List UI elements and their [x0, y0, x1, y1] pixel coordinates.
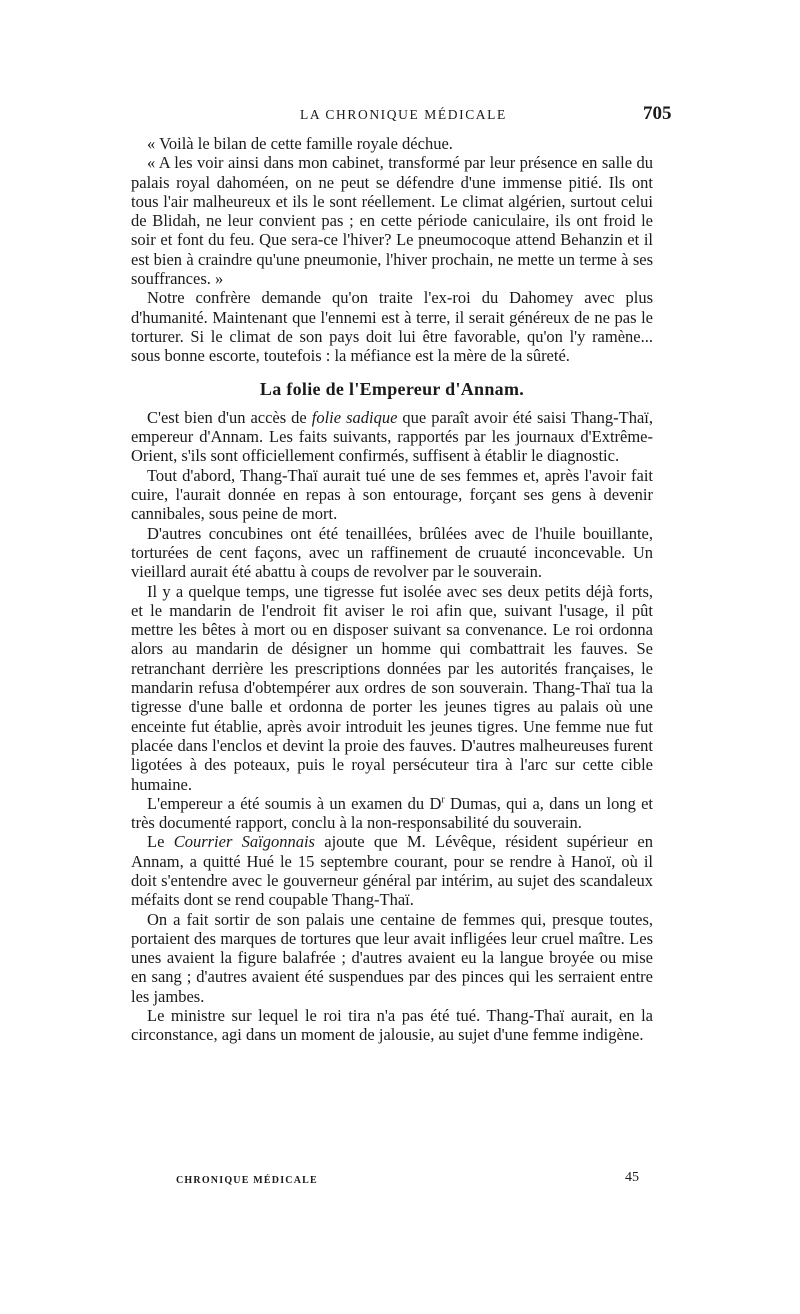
page-number: 705 [643, 103, 672, 124]
paragraph: Le Courrier Saïgonnais ajoute que M. Lévêque, résident supérieur en Annam, a quitté Hué le 15 septembre courant, pour se rendre à Hanoï, où il doit s'entendre avec le gouverneur général par intérim, au sujet des scandaleux méfaits dont se rend coupable Thang-Thaï. [131, 832, 653, 910]
paragraph: « A les voir ainsi dans mon cabinet, transformé par leur présence en salle du palais royal dahoméen, on ne peut se défendre d'une immense pitié. Ils ont tous l'air malheureux et ils le sont réellement. Le climat algérien, surtout celui de Blidah, ne leur convient pas ; en cette période caniculaire, ils ont froid le soir et font du feu. Que sera-ce l'hiver? Le pneumocoque attend Behanzin et il est bien à craindre qu'une pneumonie, l'hiver prochain, ne mette un terme à ses souffrances. » [131, 153, 653, 289]
paragraph: Le ministre sur lequel le roi tira n'a pas été tué. Thang-Thaï aurait, en la circonstance, agi dans un moment de jalousie, au sujet d'une femme indigène. [131, 1006, 653, 1045]
paragraph: C'est bien d'un accès de folie sadique que paraît avoir été saisi Thang-Thaï, empereur d'Annam. Les faits suivants, rapportés par les journaux d'Extrême-Orient, s'ils sont officiellement confirmés, suffisent à établir le diagnostic. [131, 407, 654, 466]
paragraph: Il y a quelque temps, une tigresse fut isolée avec ses deux petits déjà forts, et le mandarin de l'endroit fit aviser le roi afin que, suivant l'usage, il pût mettre les bêtes à mort ou en disposer suivant sa convenance. Le roi ordonna alors au mandarin de désigner un homme qui combattrait les fauves. Se retranchant derrière les prescriptions données par les autorités françaises, le mandarin refusa d'obtempérer aux ordres de son souverain. Thang-Thaï tua la tigresse d'une balle et ordonna de porter les jeunes tigres au palais où une enceinte fut établie, après avoir introduit les jeunes tigres. Une femme nue fut placée dans l'enclos et devint la proie des fauves. D'autres malheureuses furent ligotées à des poteaux, puis le royal persécuteur tira à l'arc sur cette cible humaine. [131, 581, 653, 794]
section-heading: La folie de l'Empereur d'Annam. [259, 378, 525, 399]
italic-term: folie sadique [311, 407, 398, 427]
footer-sheet-number: 45 [625, 1170, 639, 1185]
paragraph: « Voilà le bilan de cette famille royale déchue. [147, 134, 453, 153]
paragraph: On a fait sortir de son palais une centaine de femmes qui, presque toutes, portaient des marques de tortures que leur avait infligées leur cruel maître. Les unes avaient la figure balafrée ; d'autres avaient eu la langue broyée ou mise en sang ; d'autres avaient été suspendues par des pinces qui les serraient entre les jambes. [131, 909, 653, 1006]
paragraph: Notre confrère demande qu'on traite l'ex-roi du Dahomey avec plus d'humanité. Maintenant que l'ennemi est à terre, il serait généreux de ne pas le torturer. Si le climat de son pays doit lui être favorable, qu'on l'y ramène... sous bonne escorte, toutefois : la méfiance est la mère de la sûreté. [131, 288, 653, 366]
newspaper-title: Courrier Saïgonnais [173, 832, 315, 852]
paragraph: D'autres concubines ont été tenaillées, brûlées avec de l'huile bouillante, torturées de cent façons, avec un raffinement de cruauté inconcevable. Un vieillard aurait été abattu à coups de revolver par le souverain. [131, 523, 653, 582]
running-title: LA CHRONIQUE MÉDICALE [300, 107, 507, 122]
paragraph: L'empereur a été soumis à un examen du $D^r$ Dumas, qui a, dans un long et très documenté rapport, conclu à la non-responsabilité du souverain. [131, 793, 653, 833]
paragraph: Tout d'abord, Thang-Thaï aurait tué une de ses femmes et, après l'avoir fait cuire, l'aurait donnée en repas à son entourage, forçant ses gens à devenir cannibales, sous peine de mort. [131, 465, 653, 524]
superscript: r [441, 794, 445, 806]
article-body [131, 134, 653, 1045]
footer-signature: CHRONIQUE MÉDICALE [176, 1175, 318, 1186]
